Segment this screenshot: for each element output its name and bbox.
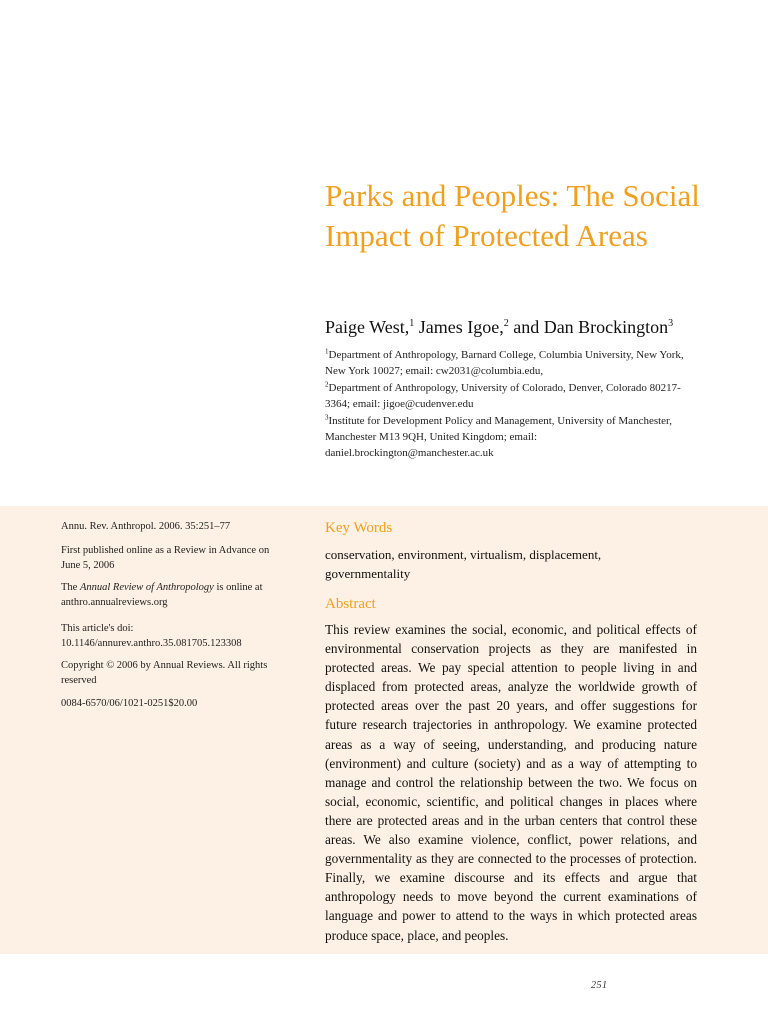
online-note <box>61 580 271 610</box>
keywords-text: conservation, environment, virtualism, displacement, governmentality <box>325 547 602 581</box>
author-name: Paige West, <box>325 317 410 337</box>
citation-line: Annu. Rev. Anthropol. 2006. 35:251–77 <box>61 521 231 532</box>
article-code: 0084-6570/06/1021-0251$20.00 <box>61 698 198 709</box>
author-superscript: 1 <box>409 318 415 329</box>
affiliation-superscript: 3 <box>325 413 329 422</box>
doi-label: This article's doi: <box>61 623 134 634</box>
author-name: James Igoe, <box>418 317 504 337</box>
affiliation-2 <box>325 380 695 412</box>
online-suffix: is online at anthro.annualreviews.org <box>61 582 263 608</box>
author-line <box>325 315 745 339</box>
abstract-text: This review examines the social, economic, and political effects of environmental conservation projects as they are manifested in protected areas. We pay special attention to people living in and displaced from protected areas, analyze the worldwide growth of protected areas over the past 20 years, and offer suggestions for future research trajectories in anthropology. We examine protected areas as a way of seeing, understanding, and producing nature (environment) and culture (society) and as a way of attempting to manage and control the relationship between the two. We focus on social, economic, scientific, and political changes in places where there are protected areas and in the urban centers that control these areas. We also examine violence, conflict, power relations, and governmentality as they are connected to the processes of protection. Finally, we examine discourse and its effects and argue that anthropology needs to move beyond the current examinations of language and power to attend to the ways in which protected areas produce space, place, and peoples. <box>325 622 697 943</box>
doi-block <box>61 621 271 651</box>
page-number: 251 <box>591 980 608 991</box>
journal-name: Annual Review of Anthropology <box>79 582 214 593</box>
doi-value: 10.1146/annurev.anthro.35.081705.123308 <box>61 638 242 649</box>
affiliation-text: Institute for Development Policy and Management, University of Manchester, Manchester M13 9QH, United Kingdom; email: daniel.brockington@manchester.ac.uk <box>325 415 673 459</box>
article-title: Parks and Peoples: The Social Impact of Protected Areas <box>325 178 700 253</box>
keywords-heading: Key Words <box>325 520 393 536</box>
affiliation-3 <box>325 413 695 461</box>
author-superscript: 2 <box>503 318 509 329</box>
copyright-note: Copyright © 2006 by Annual Reviews. All rights reserved <box>61 660 268 686</box>
abstract-heading: Abstract <box>325 596 376 612</box>
author-name: and Dan Brockington <box>513 317 669 337</box>
affiliation-superscript: 2 <box>325 380 329 389</box>
affiliation-text: Department of Anthropology, Barnard College, Columbia University, New York, New York 10027; email: cw2031@columbia.edu, <box>325 349 684 377</box>
affiliation-1 <box>325 347 695 379</box>
affiliation-text: Department of Anthropology, University of Colorado, Denver, Colorado 80217-3364; email: jigoe@cudenver.edu <box>325 382 681 410</box>
first-published-note: First published online as a Review in Advance on June 5, 2006 <box>61 545 270 571</box>
online-prefix: The <box>61 582 78 593</box>
affiliation-superscript: 1 <box>325 347 329 356</box>
author-superscript: 3 <box>668 318 674 329</box>
